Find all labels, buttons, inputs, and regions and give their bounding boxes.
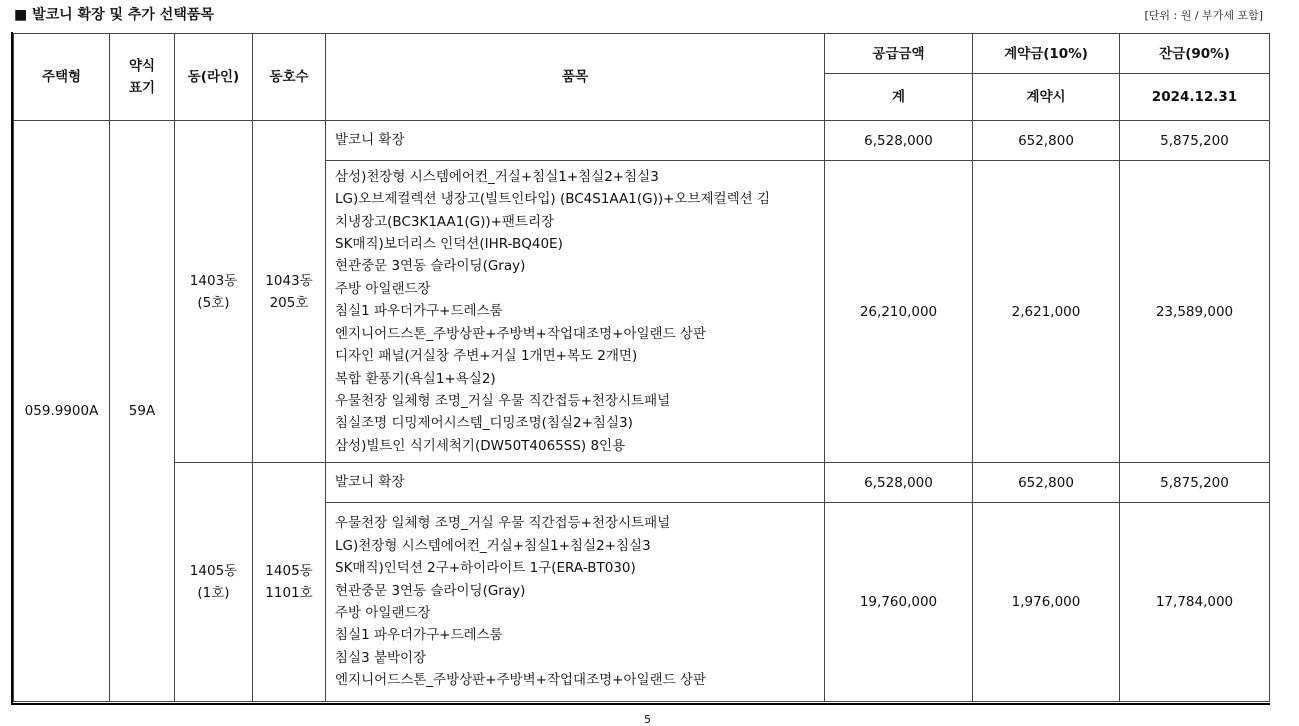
item-line: 침실3 붙박이장 xyxy=(335,649,427,666)
header-deposit-sub: 계약시 xyxy=(973,74,1120,121)
item-line: SK매직)인덕션 2구+하이라이트 1구(ERA-BT030) xyxy=(335,560,636,577)
balance-cell: 5,875,200 xyxy=(1120,463,1270,503)
building-line2: (1호) xyxy=(197,585,230,601)
house-type-cell: 059.9900A xyxy=(14,121,110,702)
header-abbr-line2: 표기 xyxy=(128,80,156,96)
item-line: 현관중문 3연동 슬라이딩(Gray) xyxy=(335,258,526,275)
header-deposit: 계약금(10%) xyxy=(973,34,1120,74)
page-number: 5 xyxy=(644,713,651,726)
header-balance-sub: 2024.12.31 xyxy=(1120,74,1270,121)
item-line: 디자인 패널(거실창 주변+거실 1개면+복도 2개면) xyxy=(335,348,638,365)
unit-line2: 205호 xyxy=(269,294,309,311)
item-line: 복합 환풍기(욕실1+욕실2) xyxy=(335,370,496,387)
supply-cell: 6,528,000 xyxy=(825,121,973,161)
header-abbr-line1: 약식 xyxy=(128,58,156,74)
header-balance: 잔금(90%) xyxy=(1120,34,1270,74)
item-line: 발코니 확장 xyxy=(335,474,405,491)
deposit-cell: 652,800 xyxy=(973,121,1120,161)
balance-cell: 23,589,000 xyxy=(1120,161,1270,463)
balance-cell: 5,875,200 xyxy=(1120,121,1270,161)
items-cell xyxy=(326,161,825,463)
item-line: 주방 아일랜드장 xyxy=(335,605,431,621)
item-line: 삼성)천장형 시스템에어컨_거실+침실1+침실2+침실3 xyxy=(335,168,659,185)
item-line: SK매직)보더리스 인덕션(IHR-BQ40E) xyxy=(335,236,563,253)
header-abbr xyxy=(110,34,175,121)
header-row xyxy=(14,34,1270,74)
abbr-cell: 59A xyxy=(110,121,175,702)
header-items: 품목 xyxy=(326,34,825,121)
item-line: 우물천장 일체형 조명_거실 우물 직간접등+천장시트패널 xyxy=(335,392,671,409)
building-cell xyxy=(175,463,253,702)
unit-note: [단위 : 원 / 부가세 포함] xyxy=(1144,9,1263,22)
item-line: 삼성)빌트인 식기세척기(DW50T4065SS) 8인용 xyxy=(335,437,626,454)
item-line: LG)천장형 시스템에어컨_거실+침실1+침실2+침실3 xyxy=(335,537,651,554)
header-house-type: 주택형 xyxy=(14,34,110,121)
building-line1: 1403동 xyxy=(189,272,238,289)
building-line2: (5호) xyxy=(197,294,230,311)
supply-cell: 26,210,000 xyxy=(825,161,973,463)
unit-line1: 1405동 xyxy=(265,563,313,579)
deposit-cell: 1,976,000 xyxy=(973,503,1120,702)
item-line: 침실1 파우더가구+드레스룸 xyxy=(335,303,503,320)
item-line: 침실조명 디밍제어시스템_디밍조명(침실2+침실3) xyxy=(335,415,633,432)
deposit-cell: 652,800 xyxy=(973,463,1120,503)
items-cell xyxy=(326,463,825,503)
item-line: 침실1 파우더가구+드레스룸 xyxy=(335,627,503,644)
supply-cell: 6,528,000 xyxy=(825,463,973,503)
table-row xyxy=(14,121,1270,161)
deposit-cell: 2,621,000 xyxy=(973,161,1120,463)
options-table xyxy=(13,33,1270,702)
building-cell xyxy=(175,121,253,463)
building-line1: 1405동 xyxy=(189,563,238,579)
supply-cell: 19,760,000 xyxy=(825,503,973,702)
table-row xyxy=(14,463,1270,503)
header-unit: 동호수 xyxy=(253,34,326,121)
unit-cell xyxy=(253,463,326,702)
header-supply: 공급금액 xyxy=(825,34,973,74)
items-cell xyxy=(326,121,825,161)
items-cell xyxy=(326,503,825,702)
item-line: 발코니 확장 xyxy=(335,132,405,149)
unit-cell xyxy=(253,121,326,463)
unit-line1: 1043동 xyxy=(265,272,313,289)
item-line: 치냉장고(BC3K1AA1(G))+팬트리장 xyxy=(335,213,555,230)
item-line: 엔지니어드스톤_주방상판+주방벽+작업대조명+아일랜드 상판 xyxy=(335,325,707,342)
header-building: 동(라인) xyxy=(175,34,253,121)
item-line: 엔지니어드스톤_주방상판+주방벽+작업대조명+아일랜드 상판 xyxy=(335,672,707,689)
item-line: LG)오브제컬렉션 냉장고(빌트인타입) (BC4S1AA1(G))+오브제컬렉션 김 xyxy=(335,191,770,208)
item-line: 현관중문 3연동 슬라이딩(Gray) xyxy=(335,582,526,599)
header-supply-sub: 계 xyxy=(825,74,973,121)
item-line: 우물천장 일체형 조명_거실 우물 직간접등+천장시트패널 xyxy=(335,515,671,532)
section-title: ■ 발코니 확장 및 추가 선택품목 xyxy=(14,7,214,23)
unit-line2: 1101호 xyxy=(265,585,313,601)
balance-cell: 17,784,000 xyxy=(1120,503,1270,702)
item-line: 주방 아일랜드장 xyxy=(335,280,431,297)
